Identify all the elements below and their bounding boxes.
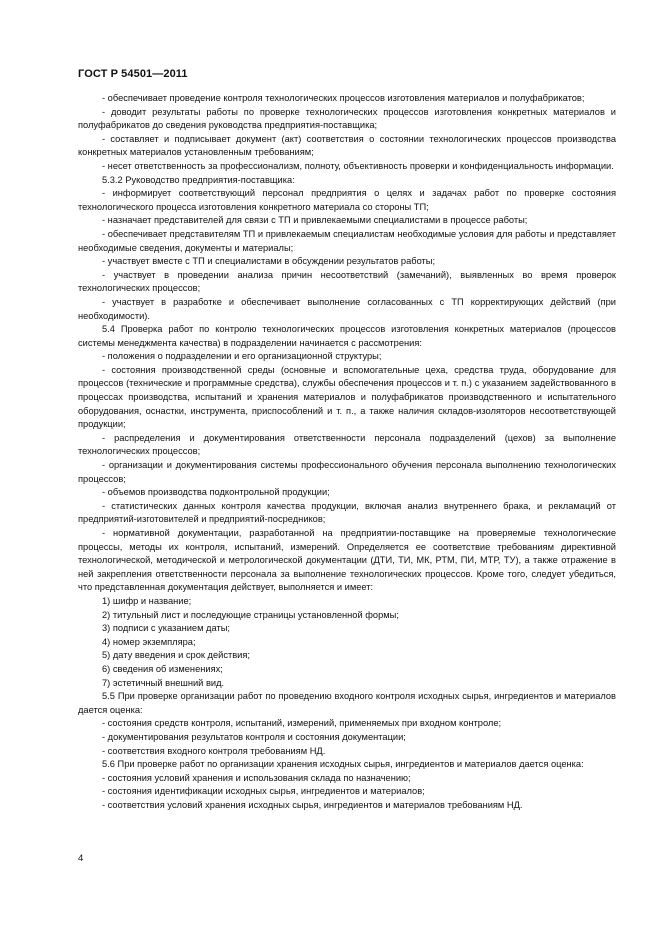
document-header: ГОСТ Р 54501—2011 (78, 68, 188, 80)
paragraph: - составляет и подписывает документ (акт) соответствия о состоянии технологических процессов производства конкретных материалов установленным требованиям; (78, 133, 616, 158)
list-item: 6) сведения об изменениях; (102, 663, 223, 674)
paragraph: - состояния условий хранения и использования склада по назначению; (102, 772, 411, 783)
paragraph: - обеспечивает представителям ТП и привлекаемым специалистам необходимые условия для работы и представляет необходимые сведения, документы и материалы; (78, 228, 616, 253)
paragraph: - несет ответственность за профессионализм, полноту, объективность проверки и конфиденциальность информации. (102, 160, 614, 171)
paragraph: - соответствия входного контроля требованиям НД. (102, 745, 326, 756)
paragraph: - назначает представителей для связи с ТП и привлекаемыми специалистами в процессе работы; (102, 215, 528, 226)
document-body (78, 92, 616, 812)
paragraph: - доводит результаты работы по проверке технологических процессов изготовления конкретных материалов и полуфабрикатов до сведения руководства предприятия-поставщика; (78, 106, 616, 131)
paragraph: - организации и документирования системы профессионального обучения персонала выполнению технологических процессов; (78, 460, 616, 484)
list-item: 5) дату введения и срок действия; (102, 650, 250, 661)
list-item: 2) титульный лист и последующие страницы установленной формы; (102, 609, 399, 620)
paragraph: - статистических данных контроля качества продукции, включая анализ внутреннего брака, и рекламаций от предприятий-изготовителей и предприятий-посредников; (78, 500, 616, 525)
list-item: 1) шифр и название; (102, 595, 192, 606)
paragraph: - участвует вместе с ТП и специалистами в обсуждении результатов работы; (102, 256, 436, 267)
paragraph: - нормативной документации, разработанной на предприятии-поставщике на проверяемые технологические процессы, методы их контроля, испытаний, измерений. Определяется ее соответствие требованиям директивной технологической, методической и метрологической документации (ДТИ, ТИ, МК, РТМ, ПИ, МТР, ТУ), а также отражение в ней закрепления ответственности персонала за выполнение технологических процессов. Кроме того, следует убедиться, что представленная документация действует, выполняется и имеет: (78, 528, 616, 593)
section-heading: 5.3.2 Руководство предприятия-поставщика: (102, 174, 295, 185)
paragraph: - информирует соответствующий персонал предприятия о целях и задачах работ по проверке состояния технологического процесса изготовления конкретного материала со стороны ТП; (78, 188, 616, 212)
section-paragraph: 5.6 При проверке работ по организации хранения исходных сырья, ингредиентов и материалов дается оценка: (102, 759, 584, 770)
list-item: 7) эстетичный внешний вид. (102, 677, 225, 688)
paragraph: - объемов производства подконтрольной продукции; (102, 487, 330, 498)
list-item: 4) номер экземпляра; (102, 636, 196, 647)
page-number: 4 (78, 853, 84, 864)
paragraph: - участвует в проведении анализа причин несоответствий (замечаний), выявленных во время проверок технологических процессов; (78, 269, 616, 294)
paragraph: - участвует в разработке и обеспечивает выполнение согласованных с ТП корректирующих действий (при необходимости). (78, 296, 616, 321)
section-paragraph: 5.5 При проверке организации работ по проведению входного контроля исходных сырья, ингредиентов и материалов дается оценка: (78, 691, 616, 715)
paragraph: - обеспечивает проведение контроля технологических процессов изготовления материалов и полуфабрикатов; (102, 93, 585, 103)
section-paragraph: 5.4 Проверка работ по контролю технологических процессов изготовления конкретных материалов (процессов системы менеджмента качества) в подразделении начинается с рассмотрения: (78, 324, 616, 348)
paragraph: - состояния средств контроля, испытаний, измерений, применяемых при входном контроле; (102, 718, 502, 729)
list-item: 3) подписи с указанием даты; (102, 623, 230, 634)
paragraph: - распределения и документирования ответственности персонала подразделений (цехов) за выполнение технологических процессов; (78, 432, 616, 457)
paragraph: - состояния идентификации исходных сырья, ингредиентов и материалов; (102, 786, 425, 797)
paragraph: - состояния производственной среды (основные и вспомогательные цеха, средства труда, оборудование для процессов (технические и программные средства), службы обеспечения процессов и т. п.) с указанием задействованного в процессах производства, испытаний и хранения материалов и полуфабрикатов производственного и испытательного оборудования, оснастки, инструмента, приспособлений и т. п., а также наличия складов-изоляторов несоответствующей продукции; (78, 364, 616, 430)
paragraph: - положения о подразделении и его организационной структуры; (102, 351, 382, 362)
paragraph: - соответствия условий хранения исходных сырья, ингредиентов и материалов требованиям НД. (102, 799, 523, 810)
paragraph: - документирования результатов контроля и состояния документации; (102, 731, 406, 742)
